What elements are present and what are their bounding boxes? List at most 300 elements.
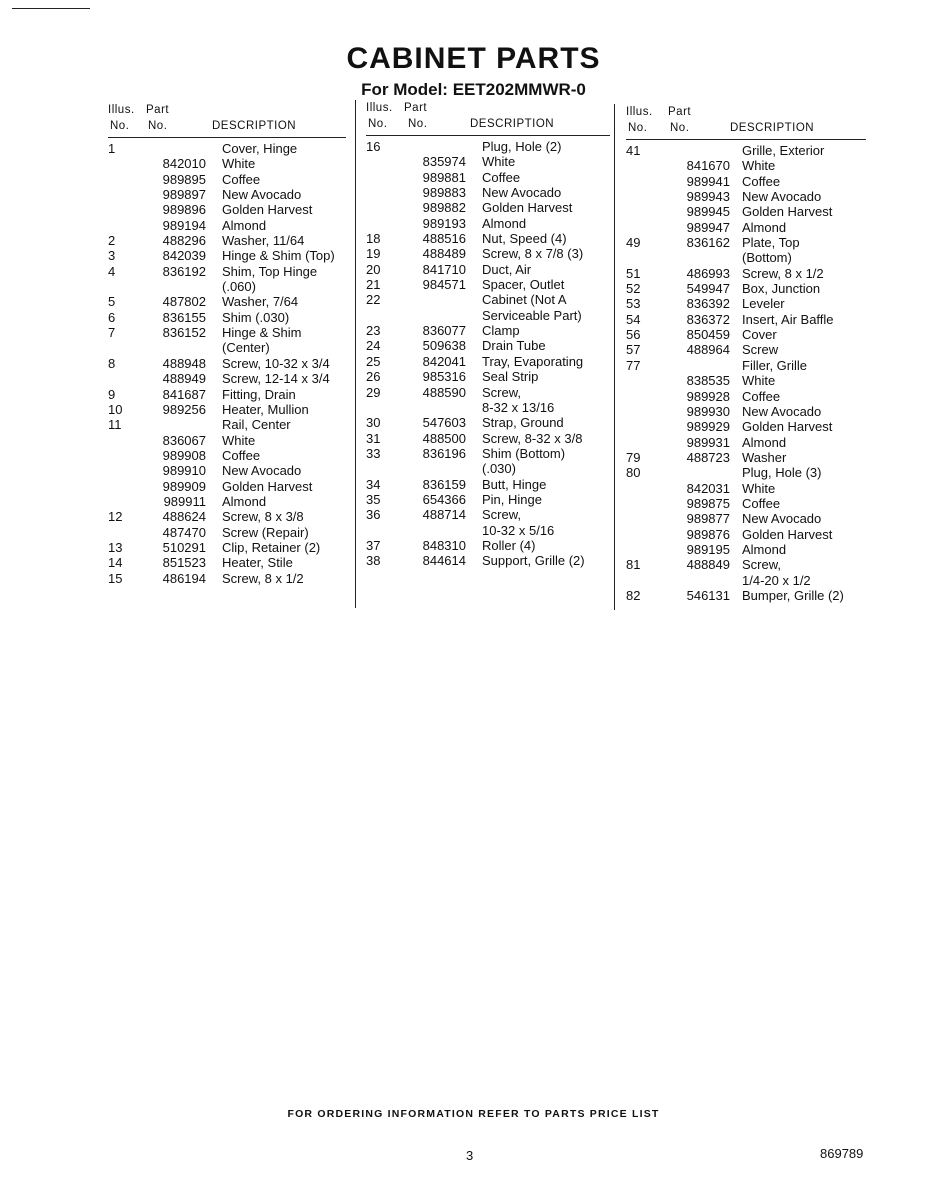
part-description: Serviceable Part) (482, 307, 582, 323)
part-description: White (742, 480, 776, 496)
header-rule (108, 137, 346, 138)
part-description: Screw, 8 x 3/8 (222, 509, 304, 525)
part-number: 844614 (422, 553, 466, 569)
part-number: 836392 (686, 296, 730, 312)
part-number: 836155 (162, 309, 206, 325)
table-row (366, 385, 610, 400)
part-description: Roller (4) (482, 537, 536, 553)
part-description: New Avocado (742, 511, 822, 527)
part-number: 989929 (686, 419, 730, 435)
part-description: Shim (Bottom) (482, 445, 566, 461)
table-row (626, 358, 866, 373)
part-number: 488849 (686, 557, 730, 573)
table-row (366, 492, 610, 507)
illus-number: 13 (108, 539, 123, 555)
part-description: Coffee (222, 171, 261, 187)
part-number: 842039 (162, 248, 206, 264)
table-row (366, 231, 610, 246)
part-number: 989875 (686, 495, 730, 511)
illus-number: 4 (108, 263, 116, 279)
part-description: Golden Harvest (742, 526, 833, 542)
illus-number: 26 (366, 369, 381, 385)
part-description: 8-32 x 13/16 (482, 399, 555, 415)
part-number: 488948 (162, 355, 206, 371)
table-row (626, 296, 866, 311)
illus-number: 6 (108, 309, 116, 325)
table-row (108, 525, 346, 540)
table-row (626, 389, 866, 404)
illus-number: 54 (626, 311, 641, 327)
table-row (108, 264, 346, 279)
part-description: Coffee (742, 173, 781, 189)
illus-number: 41 (626, 143, 641, 158)
part-number: 510291 (162, 539, 206, 555)
table-row (108, 233, 346, 248)
part-number: 989930 (686, 403, 730, 419)
illus-number: 31 (366, 430, 381, 446)
table-row (366, 369, 610, 384)
table-row (108, 402, 346, 417)
part-number: 838535 (686, 373, 730, 389)
part-number: 989909 (162, 478, 206, 494)
part-description: Bumper, Grille (2) (742, 587, 844, 603)
illus-number: 25 (366, 353, 381, 369)
part-description: Screw, 8 x 1/2 (222, 570, 304, 586)
part-number: 488516 (422, 231, 466, 247)
table-row (366, 200, 610, 215)
column-header (626, 105, 866, 139)
table-row (626, 342, 866, 357)
part-number: 488590 (422, 384, 466, 400)
part-description: Golden Harvest (222, 202, 313, 218)
parts-column-3 (626, 105, 866, 603)
part-number: 989897 (162, 187, 206, 203)
part-number: 989882 (422, 200, 466, 216)
part-number: 841710 (422, 261, 466, 277)
part-description: White (742, 373, 776, 389)
part-description: 10-32 x 5/16 (482, 522, 555, 538)
part-number: 836152 (162, 325, 206, 341)
table-row (366, 338, 610, 353)
part-description: Fitting, Drain (222, 386, 296, 402)
part-description: Coffee (742, 495, 781, 511)
part-number: 836372 (686, 311, 730, 327)
illus-number: 38 (366, 553, 381, 569)
part-number: 989895 (162, 171, 206, 187)
table-row (108, 218, 346, 233)
part-description: New Avocado (222, 187, 302, 203)
part-description: Grille, Exterior (742, 143, 825, 158)
part-number: 509638 (422, 338, 466, 354)
part-description: Screw, 10-32 x 3/4 (222, 355, 330, 371)
header-part: Part (146, 104, 170, 116)
table-row (108, 509, 346, 524)
table-row (366, 292, 610, 307)
part-description: Pin, Hinge (482, 491, 542, 507)
part-number: 836067 (162, 432, 206, 448)
part-description: Cover, Hinge (222, 141, 298, 156)
table-row (108, 555, 346, 570)
part-description: Almond (222, 217, 267, 233)
table-row (366, 323, 610, 338)
part-description: Clip, Retainer (2) (222, 539, 321, 555)
part-description: Golden Harvest (482, 200, 573, 216)
part-description: New Avocado (482, 185, 562, 201)
page-number: 3 (466, 1148, 474, 1163)
table-row (366, 553, 610, 568)
part-number: 989908 (162, 447, 206, 463)
part-description: (Bottom) (742, 250, 792, 266)
part-description: White (482, 154, 516, 170)
document-number: 869789 (820, 1146, 864, 1161)
part-description: Heater, Stile (222, 555, 293, 571)
part-description: Filler, Grille (742, 357, 808, 373)
part-number: 836162 (686, 235, 730, 251)
part-number: 985316 (422, 369, 466, 385)
table-row (108, 417, 346, 432)
table-row (366, 154, 610, 169)
part-description: Rail, Center (222, 417, 291, 433)
part-description: Plug, Hole (3) (742, 465, 822, 481)
table-row (626, 542, 866, 557)
parts-column-1 (108, 103, 346, 586)
table-row (626, 588, 866, 603)
table-row (108, 294, 346, 309)
header-illus: Illus. (366, 102, 393, 114)
table-row (626, 465, 866, 480)
part-number: 841687 (162, 386, 206, 402)
part-number: 836159 (422, 476, 466, 492)
part-number: 989931 (686, 434, 730, 450)
part-number: 989928 (686, 388, 730, 404)
part-description: Golden Harvest (222, 478, 313, 494)
illus-number: 16 (366, 139, 381, 154)
part-description: New Avocado (742, 403, 822, 419)
part-description: Screw, (482, 384, 522, 400)
part-number: 989941 (686, 173, 730, 189)
illus-number: 37 (366, 537, 381, 553)
part-number: 989256 (162, 401, 206, 417)
table-row (626, 174, 866, 189)
header-part-no: No. (670, 122, 690, 134)
table-row (626, 373, 866, 388)
part-description: Almond (482, 215, 527, 231)
illus-number: 20 (366, 261, 381, 277)
table-row (626, 419, 866, 434)
table-row (366, 431, 610, 446)
table-row (108, 187, 346, 202)
part-description: Butt, Hinge (482, 476, 547, 492)
column-header (108, 103, 346, 137)
part-description: Almond (742, 541, 787, 557)
illus-number: 29 (366, 384, 381, 400)
part-description: Plate, Top (742, 235, 800, 251)
part-number: 841670 (686, 158, 730, 174)
part-number: 851523 (162, 555, 206, 571)
part-description: Almond (742, 434, 787, 450)
part-description: (.030) (482, 461, 516, 477)
table-row (626, 557, 866, 572)
illus-number: 5 (108, 294, 116, 310)
part-description: Screw, 8 x 1/2 (742, 265, 824, 281)
parts-list (108, 141, 346, 586)
table-row (366, 308, 610, 323)
part-description: Washer, 11/64 (222, 233, 305, 249)
table-row (108, 141, 346, 156)
table-row (626, 527, 866, 542)
illus-number: 51 (626, 265, 641, 281)
part-number: 989195 (686, 541, 730, 557)
illus-number: 34 (366, 476, 381, 492)
part-description: Shim (.030) (222, 309, 290, 325)
illus-number: 23 (366, 323, 381, 339)
header-illus-no: No. (628, 122, 648, 134)
illus-number: 24 (366, 338, 381, 354)
column-header (366, 101, 610, 135)
part-number: 989194 (162, 217, 206, 233)
part-number: 984571 (422, 277, 466, 293)
illus-number: 56 (626, 327, 641, 343)
illus-number: 81 (626, 557, 641, 573)
table-row (626, 481, 866, 496)
part-number: 486194 (162, 570, 206, 586)
part-description: Almond (222, 493, 267, 509)
part-number: 842041 (422, 353, 466, 369)
table-row (366, 538, 610, 553)
table-row (108, 202, 346, 217)
header-description: DESCRIPTION (212, 120, 297, 132)
table-row (366, 216, 610, 231)
header-illus: Illus. (108, 104, 135, 116)
illus-number: 19 (366, 246, 381, 262)
part-number: 488500 (422, 430, 466, 446)
part-number: 989881 (422, 169, 466, 185)
table-row (626, 404, 866, 419)
illus-number: 10 (108, 401, 123, 417)
part-description: Duct, Air (482, 261, 532, 277)
table-row (108, 448, 346, 463)
ordering-note: FOR ORDERING INFORMATION REFER TO PARTS PRICE LIST (287, 1108, 660, 1120)
parts-list (626, 143, 866, 603)
part-description: Box, Junction (742, 281, 821, 297)
table-row (108, 479, 346, 494)
illus-number: 52 (626, 281, 641, 297)
part-description: Screw, (482, 507, 522, 523)
part-description: Coffee (222, 447, 261, 463)
illus-number: 33 (366, 445, 381, 461)
part-description: Screw, 12-14 x 3/4 (222, 371, 330, 387)
table-row (108, 340, 346, 355)
part-description: (Center) (222, 340, 270, 356)
illus-number: 77 (626, 357, 641, 373)
part-description: Washer, 7/64 (222, 294, 299, 310)
page-title: CABINET PARTS (346, 42, 601, 75)
table-row (366, 446, 610, 461)
part-description: Cabinet (Not A (482, 292, 567, 308)
part-description: Screw, 8-32 x 3/8 (482, 430, 583, 446)
part-number: 989911 (163, 493, 206, 509)
part-number: 989910 (162, 463, 206, 479)
table-row (626, 250, 866, 265)
table-row (108, 540, 346, 555)
illus-number: 36 (366, 507, 381, 523)
part-description: Washer (742, 449, 787, 465)
parts-list (366, 139, 610, 569)
table-row (108, 172, 346, 187)
header-description: DESCRIPTION (470, 118, 555, 130)
illus-number: 1 (108, 141, 116, 156)
header-illus-no: No. (368, 118, 388, 130)
illus-number: 9 (108, 386, 116, 402)
illus-number: 82 (626, 587, 641, 603)
part-description: Plug, Hole (2) (482, 139, 562, 154)
part-number: 989883 (422, 185, 466, 201)
part-description: Screw (742, 342, 779, 358)
table-row (108, 494, 346, 509)
part-number: 989193 (422, 215, 466, 231)
table-row (108, 387, 346, 402)
part-description: Insert, Air Baffle (742, 311, 834, 327)
table-row (626, 220, 866, 235)
part-description: Screw, (742, 557, 782, 573)
table-row (108, 156, 346, 171)
part-description: Heater, Mullion (222, 401, 309, 417)
table-row (626, 235, 866, 250)
header-rule (626, 139, 866, 140)
table-row (626, 327, 866, 342)
parts-column-2 (366, 101, 610, 569)
header-rule (366, 135, 610, 136)
table-row (626, 312, 866, 327)
part-description: Almond (742, 219, 787, 235)
table-row (626, 573, 866, 588)
header-part: Part (404, 102, 428, 114)
part-number: 842031 (686, 480, 730, 496)
part-description: Support, Grille (2) (482, 553, 585, 569)
part-description: White (742, 158, 776, 174)
part-number: 836077 (422, 323, 466, 339)
part-description: 1/4-20 x 1/2 (742, 572, 811, 588)
table-row (366, 139, 610, 154)
table-row (366, 507, 610, 522)
part-number: 549947 (686, 281, 730, 297)
model-subtitle: For Model: EET202MMWR-0 (361, 80, 586, 99)
illus-number: 21 (366, 277, 381, 293)
illus-number: 53 (626, 296, 641, 312)
table-row (366, 477, 610, 492)
table-row (108, 371, 346, 386)
illus-number: 3 (108, 248, 116, 264)
part-number: 488723 (686, 449, 730, 465)
part-number: 850459 (686, 327, 730, 343)
part-description: White (222, 156, 256, 172)
table-row (626, 450, 866, 465)
table-row (366, 170, 610, 185)
part-description: Strap, Ground (482, 415, 564, 431)
part-number: 654366 (422, 491, 466, 507)
part-description: Drain Tube (482, 338, 546, 354)
header-description: DESCRIPTION (730, 122, 815, 134)
table-row (626, 204, 866, 219)
part-description: Nut, Speed (4) (482, 231, 567, 247)
table-row (366, 354, 610, 369)
table-row (108, 279, 346, 294)
illus-number: 57 (626, 342, 641, 358)
header-part-no: No. (148, 120, 168, 132)
illus-number: 15 (108, 570, 123, 586)
illus-number: 12 (108, 509, 123, 525)
part-description: Hinge & Shim (222, 325, 302, 341)
part-number: 546131 (686, 587, 730, 603)
table-row (108, 463, 346, 478)
part-description: Screw, 8 x 7/8 (3) (482, 246, 584, 262)
table-row (626, 158, 866, 173)
illus-number: 80 (626, 465, 641, 481)
table-row (366, 415, 610, 430)
part-number: 989876 (686, 526, 730, 542)
table-row (626, 189, 866, 204)
table-row (626, 266, 866, 281)
illus-number: 18 (366, 231, 381, 247)
part-number: 488489 (422, 246, 466, 262)
part-number: 547603 (422, 415, 466, 431)
part-description: Seal Strip (482, 369, 539, 385)
table-row (626, 511, 866, 526)
illus-number: 79 (626, 449, 641, 465)
part-number: 848310 (422, 537, 466, 553)
illus-number: 11 (108, 417, 122, 433)
table-row (626, 496, 866, 511)
column-divider (614, 104, 615, 610)
part-description: Cover (742, 327, 777, 343)
part-description: Spacer, Outlet (482, 277, 565, 293)
part-number: 989877 (686, 511, 730, 527)
illus-number: 49 (626, 235, 641, 251)
illus-number: 2 (108, 233, 116, 249)
header-part-no: No. (408, 118, 428, 130)
table-row (626, 435, 866, 450)
header-illus-no: No. (110, 120, 130, 132)
corner-rule (12, 8, 90, 9)
part-description: (.060) (222, 279, 256, 295)
part-number: 989947 (686, 219, 730, 235)
table-row (108, 356, 346, 371)
part-number: 842010 (162, 156, 206, 172)
part-number: 989896 (162, 202, 206, 218)
table-row (366, 400, 610, 415)
part-description: New Avocado (222, 463, 302, 479)
table-row (108, 571, 346, 586)
table-row (108, 310, 346, 325)
part-number: 836196 (422, 445, 466, 461)
part-description: Golden Harvest (742, 204, 833, 220)
table-row (366, 523, 610, 538)
illus-number: 35 (366, 491, 381, 507)
part-description: Screw (Repair) (222, 524, 309, 540)
illus-number: 7 (108, 325, 116, 341)
part-description: White (222, 432, 256, 448)
part-description: Clamp (482, 323, 520, 339)
table-row (366, 277, 610, 292)
part-description: Coffee (482, 169, 521, 185)
table-row (626, 143, 866, 158)
illus-number: 14 (108, 555, 123, 571)
part-description: Tray, Evaporating (482, 353, 584, 369)
illus-number: 8 (108, 355, 116, 371)
part-description: Golden Harvest (742, 419, 833, 435)
illus-number: 22 (366, 292, 381, 308)
table-row (366, 246, 610, 261)
